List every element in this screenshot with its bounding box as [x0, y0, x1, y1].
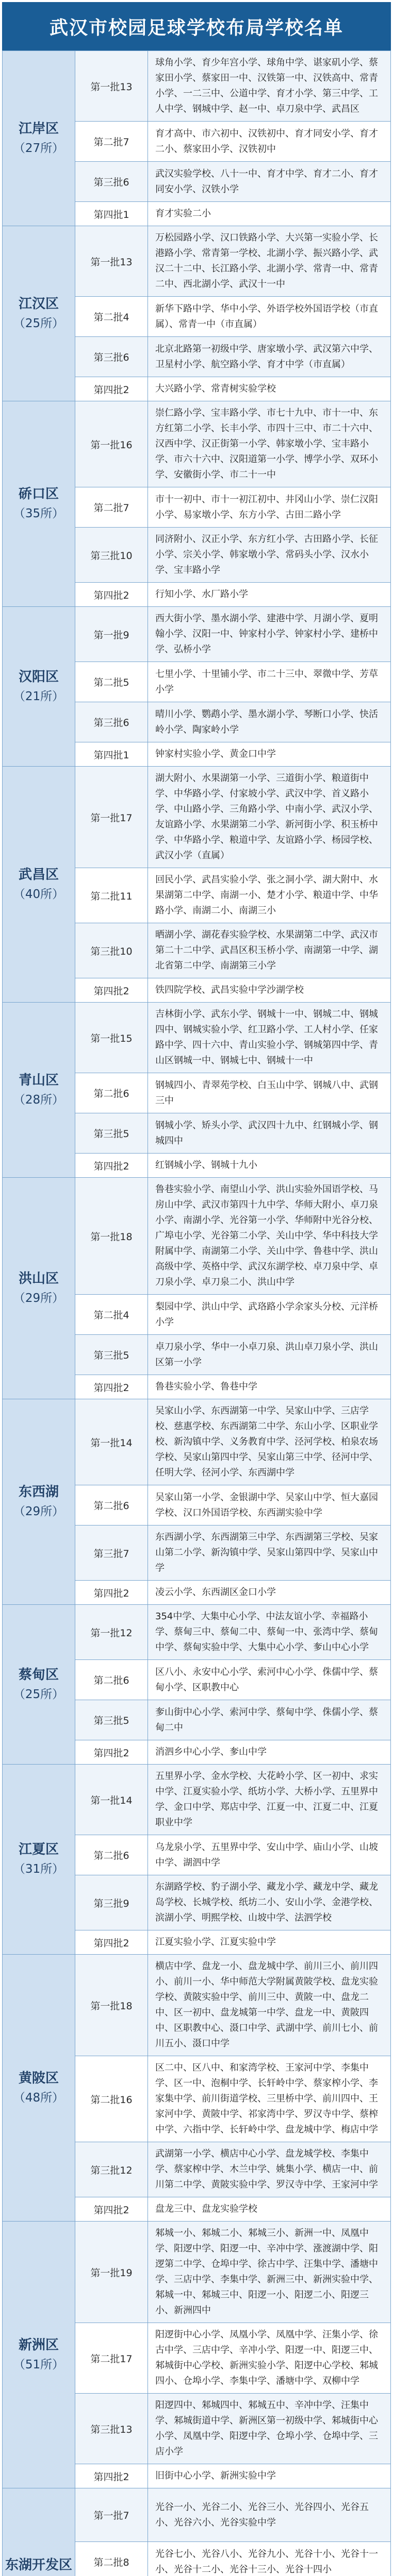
batch-label: 第二批7	[75, 122, 148, 162]
district-name: 江岸区	[18, 121, 59, 137]
table-row	[3, 2488, 391, 2542]
batch-label: 第三批7	[75, 1526, 148, 1581]
district-name: 汉阳区	[18, 669, 59, 685]
batch-label: 第三批6	[75, 337, 148, 377]
district-name: 新洲区	[18, 2337, 59, 2353]
district-name: 洪山区	[18, 1270, 59, 1286]
batch-label: 第二批6	[75, 1835, 148, 1875]
district-cell	[3, 51, 75, 226]
table-row	[3, 607, 391, 662]
batch-label: 第二批4	[75, 297, 148, 337]
batch-label: 第三批5	[75, 1700, 148, 1740]
school-names: 吴家山第一小学、金银湖中学、吴家山中学、恒大嘉园学校、汉口外国语学校、东西湖实验中学	[148, 1485, 391, 1526]
school-names: 钢城四小、青翠苑学校、白玉山中学、钢城八中、武钢三中	[148, 1073, 391, 1113]
batch-label: 第四批2	[75, 1930, 148, 1955]
school-names: 育才高中、市六初中、汉铁初中、育才同安小学、育才二小、蔡家田小学、汉铁初中	[148, 122, 391, 162]
batch-label: 第一批18	[75, 1178, 148, 1295]
batch-label: 第一批18	[75, 1955, 148, 2056]
district-cell	[3, 2488, 75, 2576]
school-names: 凌云小学、东西湖区金口小学	[148, 1581, 391, 1605]
district-cell	[3, 607, 75, 767]
school-names: 区二中、区八中、和家湾学校、王家河中学、李集中学、区一中、泡桐中学、长轩岭中学、蔡家榨小学、李家集中学、前川街道学校、三里桥中学、前川四中、王家河中学、黄陂中学、祁家湾中学、罗汉寺中学、蔡榨中学、六指中学、长轩岭中学、盘龙城中学、梅店中学	[148, 2056, 391, 2142]
school-names: 五里界小学、金水学校、大花岭小学、区一初中、求实中学、江夏实验小学、纸坊小学、大桥小学、五里界中学、金口中学、郑店中学、江夏一中、江夏二中、江夏职业中学	[148, 1765, 391, 1835]
school-names: 乌龙泉小学、五里界中学、安山中学、庙山小学、山坡中学、湖泗中学	[148, 1835, 391, 1875]
batch-label: 第二批11	[75, 868, 148, 923]
table-row	[3, 2222, 391, 2323]
district-count: （27所）	[13, 141, 64, 155]
district-count: （25所）	[13, 1687, 64, 1701]
batch-label: 第三批10	[75, 923, 148, 978]
district-name: 东西湖	[18, 1484, 59, 1500]
district-cell	[3, 226, 75, 401]
table-row	[3, 1399, 391, 1485]
batch-label: 第二批4	[75, 1295, 148, 1335]
school-names: 崇仁路小学、宝丰路小学、市七十九中、市十一中、东方红第二小学、长丰小学、市四十三中、市二十六中、汉西中学、汉正街第一小学、韩家墩小学、宝丰路小学、市六十六中、汉阳道第一小学、博学小学、双环小学、安徽街小学、市二十一中	[148, 401, 391, 487]
school-names: 新华下路中学、华中小学、外语学校外国语学校（市直属）、常青一中（市直属）	[148, 297, 391, 337]
school-names: 同济附小、汉正小学、东方红小学、古田路小学、长征小学、宗关小学、韩家墩小学、常码头小学、汉水小学、宝丰路小学	[148, 528, 391, 583]
school-names: 大兴路小学、常青树实验学校	[148, 377, 391, 401]
district-cell	[3, 767, 75, 1003]
school-names: 球角小学、育少年宫小学、球角中学、谌家矶小学、蔡家田小学、蔡家田一中、汉铁第一中、汉铁高中、常青小学、一二三中、公道中学、育才小学、第三中学、工人中学、钢城中学、赵一中、卓刀泉中学、武昌区	[148, 51, 391, 122]
school-names: 鲁巷实验小学、鲁巷中学	[148, 1375, 391, 1399]
district-count: （29所）	[13, 1505, 64, 1518]
school-names: 吴家山小学、东西湖第一中学、吴家山中学、三店学校、慈惠学校、东西湖第二中学、东山小学、区职业学校、新沟镇中学、义务教育中学、泾河学校、柏泉农场学校、吴家山第四中学、吴家山第三中学、径河中学、任明大学、径河小学、东西湖中学	[148, 1399, 391, 1485]
batch-label: 第一批17	[75, 767, 148, 868]
school-names: 红钢城小学、钢城十九小	[148, 1154, 391, 1178]
batch-label: 第三批12	[75, 2142, 148, 2197]
school-names: 区八小、永安中心小学、索河中心小学、侏儒中学、蔡甸小学、区职教中心	[148, 1660, 391, 1700]
school-names: 武湖第一小学、横店中心小学、盘龙城学校、李集中学、蔡家榨中学、木兰中学、姚集小学、横店一中、前川第二中学、黄陂实验中学、罗汉寺中学、王家河中学	[148, 2142, 391, 2197]
school-names: 钟家村实验小学、黄金口中学	[148, 742, 391, 767]
district-name: 东湖开发区	[5, 2557, 72, 2573]
batch-label: 第二批6	[75, 1485, 148, 1526]
district-cell	[3, 1178, 75, 1399]
district-cell	[3, 1399, 75, 1605]
batch-label: 第四批2	[75, 1581, 148, 1605]
batch-label: 第二批8	[75, 2542, 148, 2576]
batch-label: 第二批17	[75, 2323, 148, 2394]
district-name: 黄陂区	[18, 2070, 59, 2086]
school-names: 北京北路第一初级中学、唐家墩小学、武汉第六中学、卫星村小学、航空路小学、育才中学（市直属）	[148, 337, 391, 377]
district-cell	[3, 2222, 75, 2488]
school-names: 市十一初中、市十一初江初中、井冈山小学、崇仁汉阳小学、易家墩小学、东方小学、古田二路小学	[148, 487, 391, 528]
school-names: 卓刀泉小学、华中一小卓刀泉、洪山卓刀泉小学、洪山区第一小学	[148, 1335, 391, 1375]
batch-label: 第一批13	[75, 51, 148, 122]
school-names: 铁四院学校、武昌实验中学沙湖学校	[148, 978, 391, 1003]
school-names: 万松园路小学、汉口铁路小学、大兴第一实验小学、长港路小学、常青第一学校、北湖小学、振兴路小学、武汉二十二中、长江路小学、北湖小学、常青一中、常青二中、西北湖小学、武汉十一中	[148, 226, 391, 297]
district-name: 硚口区	[18, 486, 59, 502]
district-cell	[3, 1003, 75, 1178]
school-names: 西大街小学、墨水湖小学、建港中学、月湖小学、夏明翰小学、汉阳一中、钟家村小学、钟家村小学、建桥中学、弘桥小学	[148, 607, 391, 662]
batch-label: 第四批2	[75, 1740, 148, 1765]
district-name: 武昌区	[18, 867, 59, 883]
school-names: 盘龙三中、盘龙实验学校	[148, 2197, 391, 2222]
batch-label: 第四批2	[75, 978, 148, 1003]
school-names: 钢城小学、矫头小学、武汉四十九中、红钢城小学、钢城四中	[148, 1113, 391, 1154]
school-names: 育才实验二小	[148, 202, 391, 226]
school-names: 梨园中学、洪山中学、武珞路小学余家头分校、元洋桥小学	[148, 1295, 391, 1335]
school-names: 光谷七小、光谷八小、光谷九小、光谷十小、光谷十一小、光谷十二小、光谷十三小、光谷十四小	[148, 2542, 391, 2576]
district-count: （48所）	[13, 2091, 64, 2105]
school-names: 湖大附小、水果湖第一小学、三道街小学、粮道街中学、中华路小学、付家坡小学、武汉中学、首义路小学、中山路小学、三角路小学、中南小学、武汉小学、友谊路小学、水果湖第二小学、新河街小学、积玉桥中学、中华路小学、粮道中学、友谊路小学、杨园学校、武汉小学（直属）	[148, 767, 391, 868]
batch-label: 第四批1	[75, 742, 148, 767]
school-names: 回民小学、武昌实验小学、张之洞小学、湖大附中、水果湖第二中学、南湖一小、楚才小学、粮道中学、中华路小学、南湖二小、南湖三小	[148, 868, 391, 923]
school-names: 东湖路学校、豹子湖小学、藏龙小学、藏龙中学、藏龙岛学校、长城学校、纸坊二小、安山小学、金港学校、滨湖小学、明熙学校、山坡中学、法泗学校	[148, 1875, 391, 1930]
district-count: （40所）	[13, 887, 64, 901]
school-names: 消泗乡中心小学、奓山中学	[148, 1740, 391, 1765]
table-row	[3, 1605, 391, 1660]
district-count: （25所）	[13, 316, 64, 330]
table-row	[3, 1003, 391, 1073]
school-table	[2, 50, 391, 2576]
school-names: 七里小学、十里铺小学、市二十三中、翠微中学、芳草小学	[148, 662, 391, 702]
batch-label: 第四批2	[75, 377, 148, 401]
batch-label: 第一批16	[75, 401, 148, 487]
school-names: 光谷一小、光谷二小、光谷三小、光谷四小、光谷五小、光谷六小、光谷实验中学	[148, 2488, 391, 2542]
school-names: 阳逻四中、邾城四中、邾城五中、辛冲中学、汪集中学、邾城街道中学、新洲区第一初级中学、邾城街中心小学、凤凰中学、阳逻中学、仓埠小学、仓埠中学、三店小学	[148, 2394, 391, 2464]
district-count: （35所）	[13, 507, 64, 520]
school-names: 江夏实验小学、江夏实验中学	[148, 1930, 391, 1955]
batch-label: 第三批6	[75, 702, 148, 742]
district-name: 江汉区	[18, 296, 59, 312]
batch-label: 第四批1	[75, 202, 148, 226]
district-cell	[3, 1605, 75, 1765]
school-names: 行知小学、水厂路小学	[148, 583, 391, 607]
school-names: 晒湖小学、湖花春实验学校、水果湖第二中学、武汉市第二十二中学、武昌区积玉桥小学、南湖第一中学、湖北省第二中学、南湖第三小学	[148, 923, 391, 978]
school-names: 阳逻街中心小学、凤凰小学、凤凰中学、汪集小学、徐古中学、三店中学、辛冲小学、阳逻一中、阳逻三中、邾城街中心学校、新洲实验小学、阳逻中心学校、邾城四小、仓埠小学、李集中学、潘塘中学、双柳中学	[148, 2323, 391, 2394]
table-row	[3, 401, 391, 487]
school-names: 354中学、大集中心小学、中法友谊小学、幸福路小学、蔡甸三中、蔡甸二中、蔡甸一中、张湾中学、蔡甸中学、蔡甸实验中学、大集中心小学、奓山中心小学	[148, 1605, 391, 1660]
batch-label: 第一批15	[75, 1003, 148, 1073]
batch-label: 第一批7	[75, 2488, 148, 2542]
school-names: 旧街中心小学、新洲实验中学	[148, 2464, 391, 2488]
district-count: （51所）	[13, 2358, 64, 2371]
table-row	[3, 51, 391, 122]
district-name: 青山区	[18, 1072, 59, 1088]
district-cell	[3, 1955, 75, 2222]
district-count: （28所）	[13, 1093, 64, 1107]
batch-label: 第一批14	[75, 1399, 148, 1485]
school-names: 东西湖小学、东西湖第三中学、东西湖第三学校、吴家山第二小学、新沟镇中学、吴家山第四中学、吴家山中学	[148, 1526, 391, 1581]
school-names: 邾城一小、邾城二小、邾城三小、新洲一中、凤凰中学、阳逻中学、阳逻一中、辛冲中学、涨渡湖中学、阳逻第二中学、仓埠中学、徐古中学、汪集中学、潘塘中学、三店中学、李集中学、新洲三中、新洲实验中学、邾城一中、邾城三中、阳逻一小、阳逻二小、阳逻三小、新洲四中	[148, 2222, 391, 2323]
batch-label: 第二批6	[75, 1073, 148, 1113]
page-title: 武汉市校园足球学校布局学校名单	[2, 2, 391, 50]
batch-label: 第三批5	[75, 1335, 148, 1375]
district-count: （21所）	[13, 689, 64, 703]
table-row	[3, 1955, 391, 2056]
school-names: 吉林街小学、武东小学、钢城十一中、钢城二中、钢城四中、钢城实验小学、红卫路小学、工人村小学、任家路中学、四十六中、青山实验小学、钢城第四中学、青山区钢城一中、钢城七中、钢城十一中	[148, 1003, 391, 1073]
district-cell	[3, 1765, 75, 1955]
school-names: 武汉实验学校、八十一中、育才中学、育才二小、育才同安小学、汉铁小学	[148, 162, 391, 202]
batch-label: 第一批12	[75, 1605, 148, 1660]
table-row	[3, 767, 391, 868]
batch-label: 第一批14	[75, 1765, 148, 1835]
batch-label: 第四批2	[75, 1154, 148, 1178]
district-count: （29所）	[13, 1291, 64, 1305]
table-row	[3, 1178, 391, 1295]
batch-label: 第四批2	[75, 2197, 148, 2222]
school-names: 晴川小学、鹦鹉小学、墨水湖小学、琴断口小学、快活岭小学、陶家岭小学	[148, 702, 391, 742]
batch-label: 第四批2	[75, 2464, 148, 2488]
batch-label: 第三批6	[75, 162, 148, 202]
batch-label: 第四批2	[75, 583, 148, 607]
school-names: 横店中学、盘龙一小、盘龙城中学、前川三小、前川四小、前川一小、华中师范大学附属黄陂学校、盘龙实验学校、黄陂实验中学、前川三中、黄陂一中、盘龙二中、区一初中、盘龙城第一中学、盘龙一中、黄陂四中、区职教中心、滠口中学、武湖中学、前川七小、前川五小、滠口中学	[148, 1955, 391, 2056]
batch-label: 第一批13	[75, 226, 148, 297]
batch-label: 第二批6	[75, 1660, 148, 1700]
batch-label: 第二批7	[75, 487, 148, 528]
school-names: 鲁巷实验小学、南望山小学、洪山实验外国语学校、马房山中学、武汉市第四十九中学、华师大附小、卓刀泉小学、南湖小学、光谷第一小学、华师附中光谷分校、广埠屯小学、光谷第二小学、关山中学、华中科技大学附属中学、南湖第二小学、关山中学、鲁巷中学、洪山高级中学、英格中学、武汉东湖学校、卓刀泉中学、卓刀泉小学、卓刀泉二小、洪山中学	[148, 1178, 391, 1295]
batch-label: 第三批13	[75, 2394, 148, 2464]
school-table-body	[3, 51, 391, 2576]
district-name: 江夏区	[18, 1842, 59, 1857]
batch-label: 第三批10	[75, 528, 148, 583]
batch-label: 第四批2	[75, 1375, 148, 1399]
school-list-sheet	[2, 2, 391, 2576]
batch-label: 第一批19	[75, 2222, 148, 2323]
batch-label: 第三批9	[75, 1875, 148, 1930]
school-names: 奓山街中心小学、索河中学、蔡甸中学、侏儒小学、蔡甸二中	[148, 1700, 391, 1740]
district-name: 蔡甸区	[18, 1667, 59, 1683]
batch-label: 第一批9	[75, 607, 148, 662]
batch-label: 第二批5	[75, 662, 148, 702]
table-row	[3, 226, 391, 297]
batch-label: 第三批5	[75, 1113, 148, 1154]
batch-label: 第二批16	[75, 2056, 148, 2142]
district-cell	[3, 401, 75, 607]
district-count: （31所）	[13, 1862, 64, 1876]
table-row	[3, 1765, 391, 1835]
